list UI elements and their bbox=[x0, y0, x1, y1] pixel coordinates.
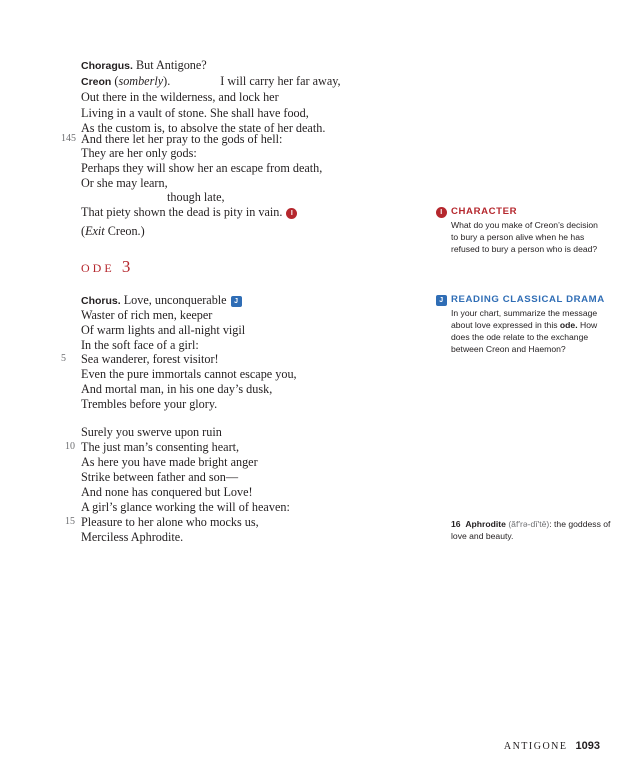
running-head: ANTIGONE bbox=[503, 741, 568, 752]
verse-line: Waster of rich men, keeper bbox=[81, 308, 213, 322]
sidebar-reading-classical-drama bbox=[436, 294, 606, 355]
verse-line: That piety shown the dead is pity in vain. I bbox=[81, 205, 297, 220]
verse-line: Of warm lights and all-night vigil bbox=[81, 323, 246, 337]
verse-line: Even the pure immortals cannot escape you, bbox=[81, 367, 297, 381]
verse-line: And there let her pray to the gods of hell: bbox=[81, 132, 283, 146]
ode-title: ode 3 bbox=[81, 257, 134, 276]
speaker-name: Chorus. bbox=[81, 295, 121, 307]
verse-line: Or she may learn, bbox=[81, 176, 168, 190]
verse-line: As here you have made bright anger bbox=[81, 455, 258, 469]
verse-line: Out there in the wilderness, and lock her bbox=[81, 90, 279, 104]
annotation-marker-i[interactable]: I bbox=[286, 208, 297, 219]
speaker-name: Creon bbox=[81, 76, 112, 88]
verse-line: Creon (somberly). I will carry her far away, bbox=[81, 74, 341, 88]
footnote bbox=[451, 518, 611, 542]
footnote-number: 16 bbox=[451, 519, 461, 529]
line-number: 5 bbox=[61, 353, 66, 364]
annotation-marker-j[interactable]: J bbox=[436, 295, 447, 306]
verse-line: A girl’s glance working the will of heaven: bbox=[81, 500, 290, 514]
line-number: 10 bbox=[65, 441, 75, 452]
verse-line: Pleasure to her alone who mocks us, bbox=[81, 515, 259, 529]
verse-line: And none has conquered but Love! bbox=[81, 485, 253, 499]
footnote-definition: : the goddess of love and beauty. bbox=[451, 519, 611, 541]
verse-line: They are her only gods: bbox=[81, 146, 197, 160]
verse-line: Chorus. Love, unconquerable J bbox=[81, 293, 242, 309]
speaker-name: Choragus. bbox=[81, 60, 133, 72]
stage-direction-line: (Exit Creon.) bbox=[81, 224, 145, 238]
verse-line: As the custom is, to absolve the state of her death. bbox=[81, 121, 326, 135]
verse-line: Living in a vault of stone. She shall have food, bbox=[81, 106, 309, 120]
sidebar-character bbox=[436, 206, 606, 255]
verse-line: Merciless Aphrodite. bbox=[81, 530, 184, 544]
verse-line: Trembles before your glory. bbox=[81, 397, 218, 411]
verse-line: though late, bbox=[167, 190, 225, 204]
line-number: 145 bbox=[61, 133, 76, 144]
verse-line: And mortal man, in his one day’s dusk, bbox=[81, 382, 273, 396]
annotation-marker-i[interactable]: I bbox=[436, 207, 447, 218]
stage-direction: somberly bbox=[118, 74, 164, 88]
footnote-pronunciation: (ăf′rə-dī′tē) bbox=[508, 519, 550, 529]
verse-line: Perhaps they will show her an escape from death, bbox=[81, 161, 323, 175]
verse-line: In the soft face of a girl: bbox=[81, 338, 199, 352]
annotation-marker-j[interactable]: J bbox=[231, 296, 242, 307]
verse-line: Strike between father and son— bbox=[81, 470, 239, 484]
footnote-term: Aphrodite bbox=[465, 519, 506, 529]
line-number: 15 bbox=[65, 516, 75, 527]
character-question: What do you make of Creon’s decision to bury a person alive when he has refused to bury a person who is dead? bbox=[451, 220, 598, 254]
verse-line: Sea wanderer, forest visitor! bbox=[81, 352, 219, 366]
reading-question: In your chart, summarize the message about love expressed in this ode. How does the ode relate to the exchange between Creon and Haemon? bbox=[451, 308, 598, 354]
character-heading: I CHARACTER bbox=[436, 206, 606, 218]
verse-line: Surely you swerve upon ruin bbox=[81, 425, 222, 439]
page-number: 1093 bbox=[575, 740, 600, 752]
verse-line: Choragus. But Antigone? bbox=[81, 58, 207, 72]
verse-line: The just man’s consenting heart, bbox=[81, 440, 240, 454]
reading-heading: J READING CLASSICAL DRAMA bbox=[436, 294, 606, 306]
page-footer bbox=[504, 740, 600, 752]
